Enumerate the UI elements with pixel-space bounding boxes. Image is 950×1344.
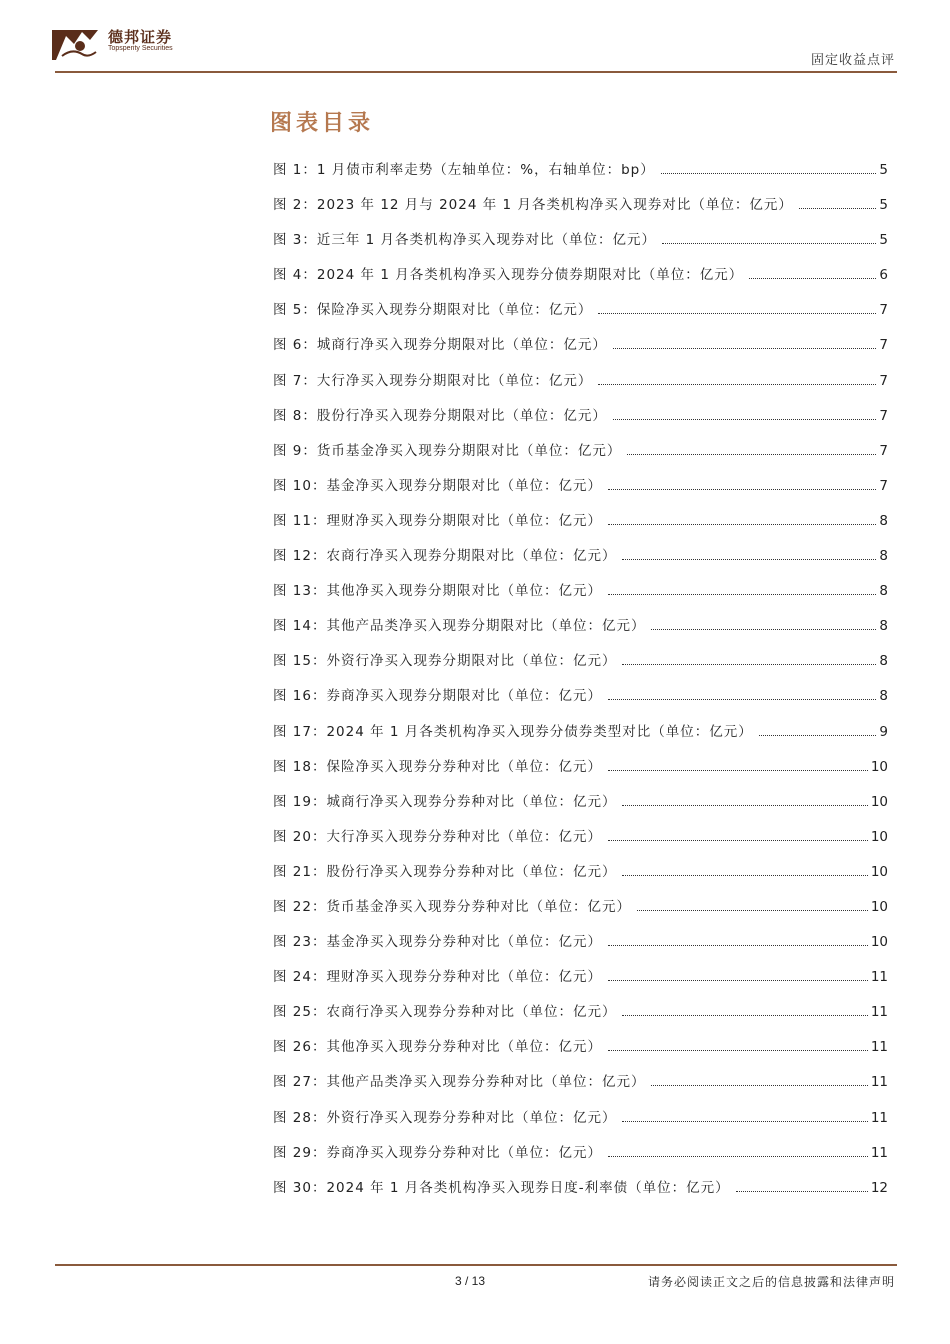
toc-entry[interactable] bbox=[273, 228, 888, 263]
toc-entry-page: 12 bbox=[870, 1179, 888, 1196]
toc-entry[interactable] bbox=[273, 369, 888, 404]
toc-entry-label: 图 29：券商净买入现券分券种对比（单位：亿元） bbox=[273, 1144, 602, 1161]
toc-entry-label: 图 15：外资行净买入现券分期限对比（单位：亿元） bbox=[273, 653, 617, 670]
toc-entry-page: 5 bbox=[879, 197, 888, 214]
toc-entry-page: 9 bbox=[879, 723, 888, 740]
toc-entry-label: 图 16：券商净买入现券分期限对比（单位：亿元） bbox=[273, 688, 602, 705]
toc-entry[interactable] bbox=[273, 860, 888, 895]
toc-entry[interactable] bbox=[273, 509, 888, 544]
toc-entry-page: 8 bbox=[879, 618, 888, 635]
toc-entry[interactable] bbox=[273, 1106, 888, 1141]
toc-leader-dots bbox=[651, 629, 876, 630]
toc-entry[interactable] bbox=[273, 614, 888, 649]
toc-entry-label: 图 28：外资行净买入现券分券种对比（单位：亿元） bbox=[273, 1109, 617, 1126]
toc-leader-dots bbox=[622, 559, 876, 560]
page-header bbox=[0, 0, 950, 75]
toc-entry-page: 11 bbox=[870, 969, 888, 986]
toc-entry-page: 10 bbox=[870, 758, 888, 775]
toc-entry[interactable] bbox=[273, 1141, 888, 1176]
toc-entry-page: 7 bbox=[879, 477, 888, 494]
toc-entry[interactable] bbox=[273, 474, 888, 509]
toc-entry-page: 10 bbox=[870, 898, 888, 915]
toc-leader-dots bbox=[608, 1050, 868, 1051]
toc-leader-dots bbox=[759, 735, 877, 736]
toc-leader-dots bbox=[622, 875, 867, 876]
toc-entry[interactable] bbox=[273, 1035, 888, 1070]
toc-entry[interactable] bbox=[273, 579, 888, 614]
toc-entry-page: 7 bbox=[879, 302, 888, 319]
toc-entry-label: 图 18：保险净买入现券分券种对比（单位：亿元） bbox=[273, 758, 602, 775]
toc-leader-dots bbox=[622, 664, 876, 665]
toc-entry-label: 图 27：其他产品类净买入现券分券种对比（单位：亿元） bbox=[273, 1074, 646, 1091]
toc-entry-label: 图 19：城商行净买入现券分券种对比（单位：亿元） bbox=[273, 793, 617, 810]
toc-leader-dots bbox=[608, 980, 868, 981]
toc-entry-label: 图 13：其他净买入现券分期限对比（单位：亿元） bbox=[273, 583, 602, 600]
toc-leader-dots bbox=[627, 454, 876, 455]
toc-leader-dots bbox=[608, 594, 876, 595]
brand-name-en: Topsperity Securities bbox=[108, 45, 173, 52]
toc-entry[interactable] bbox=[273, 825, 888, 860]
toc-leader-dots bbox=[613, 348, 877, 349]
toc-leader-dots bbox=[598, 313, 876, 314]
toc-entry-page: 10 bbox=[870, 793, 888, 810]
toc-entry[interactable] bbox=[273, 895, 888, 930]
toc-entry-page: 5 bbox=[879, 232, 888, 249]
toc-entry[interactable] bbox=[273, 193, 888, 228]
footer-disclaimer: 请务必阅读正文之后的信息披露和法律声明 bbox=[647, 1275, 895, 1289]
toc-entry-page: 8 bbox=[879, 583, 888, 600]
toc-entry-label: 图 17：2024 年 1 月各类机构净买入现券分债券类型对比（单位：亿元） bbox=[273, 723, 753, 740]
toc-entry[interactable] bbox=[273, 333, 888, 368]
toc-leader-dots bbox=[736, 1191, 868, 1192]
toc-entry-page: 11 bbox=[870, 1144, 888, 1161]
toc-entry[interactable] bbox=[273, 720, 888, 755]
toc-leader-dots bbox=[622, 1015, 867, 1016]
toc-entry-page: 7 bbox=[879, 337, 888, 354]
toc-entry-label: 图 6：城商行净买入现券分期限对比（单位：亿元） bbox=[273, 337, 607, 354]
toc-entry-label: 图 8：股份行净买入现券分期限对比（单位：亿元） bbox=[273, 407, 607, 424]
toc-entry-page: 8 bbox=[879, 653, 888, 670]
toc-title: 图表目录 bbox=[270, 110, 375, 136]
toc-leader-dots bbox=[622, 1121, 867, 1122]
toc-entry-page: 10 bbox=[870, 863, 888, 880]
toc-entry-page: 7 bbox=[879, 407, 888, 424]
toc-entry[interactable] bbox=[273, 930, 888, 965]
toc-entry-page: 11 bbox=[870, 1039, 888, 1056]
toc-entry[interactable] bbox=[273, 439, 888, 474]
toc-entry-page: 7 bbox=[879, 442, 888, 459]
toc-entry[interactable] bbox=[273, 1070, 888, 1105]
toc-entry-page: 10 bbox=[870, 828, 888, 845]
toc-entry-label: 图 23：基金净买入现券分券种对比（单位：亿元） bbox=[273, 934, 602, 951]
toc-entry[interactable] bbox=[273, 649, 888, 684]
toc-entry-page: 8 bbox=[879, 548, 888, 565]
toc-entry[interactable] bbox=[273, 965, 888, 1000]
toc-entry-label: 图 11：理财净买入现券分期限对比（单位：亿元） bbox=[273, 512, 602, 529]
toc-entry-label: 图 25：农商行净买入现券分券种对比（单位：亿元） bbox=[273, 1004, 617, 1021]
toc-entry-label: 图 24：理财净买入现券分券种对比（单位：亿元） bbox=[273, 969, 602, 986]
header-divider bbox=[55, 71, 897, 73]
toc-leader-dots bbox=[608, 770, 868, 771]
toc-entry-label: 图 5：保险净买入现券分期限对比（单位：亿元） bbox=[273, 302, 593, 319]
toc-entry-label: 图 4：2024 年 1 月各类机构净买入现券分债券期限对比（单位：亿元） bbox=[273, 267, 744, 284]
toc-entry-label: 图 2：2023 年 12 月与 2024 年 1 月各类机构净买入现券对比（单位：亿元） bbox=[273, 197, 793, 214]
toc-entry[interactable] bbox=[273, 298, 888, 333]
toc-entry-label: 图 14：其他产品类净买入现券分期限对比（单位：亿元） bbox=[273, 618, 646, 635]
toc-entry-page: 5 bbox=[879, 162, 888, 178]
toc-leader-dots bbox=[749, 278, 876, 279]
toc-entry-label: 图 3：近三年 1 月各类机构净买入现券对比（单位：亿元） bbox=[273, 232, 657, 249]
toc-leader-dots bbox=[608, 524, 876, 525]
toc-entry[interactable] bbox=[273, 1000, 888, 1035]
toc-entry-label: 图 21：股份行净买入现券分券种对比（单位：亿元） bbox=[273, 863, 617, 880]
toc-entry-page: 7 bbox=[879, 372, 888, 389]
toc-entry[interactable] bbox=[273, 684, 888, 719]
toc-leader-dots bbox=[622, 805, 867, 806]
toc-leader-dots bbox=[608, 945, 868, 946]
toc-entry[interactable] bbox=[273, 790, 888, 825]
toc-leader-dots bbox=[799, 208, 877, 209]
toc-entry-label: 图 1：1 月债市利率走势（左轴单位：%，右轴单位：bp） bbox=[273, 162, 655, 178]
toc-entry[interactable] bbox=[273, 544, 888, 579]
toc-entry[interactable] bbox=[273, 404, 888, 439]
toc-entry-label: 图 26：其他净买入现券分券种对比（单位：亿元） bbox=[273, 1039, 602, 1056]
toc-entry[interactable] bbox=[273, 755, 888, 790]
brand-name-cn: 德邦证券 bbox=[108, 28, 173, 46]
toc-entry[interactable] bbox=[273, 158, 888, 193]
toc-entry-page: 10 bbox=[870, 934, 888, 951]
toc-entry-label: 图 20：大行净买入现券分券种对比（单位：亿元） bbox=[273, 828, 602, 845]
footer-divider bbox=[55, 1264, 897, 1266]
toc-leader-dots bbox=[608, 1156, 868, 1157]
toc-list bbox=[273, 158, 888, 1211]
toc-entry-page: 8 bbox=[879, 688, 888, 705]
toc-entry-page: 11 bbox=[870, 1109, 888, 1126]
toc-leader-dots bbox=[613, 419, 877, 420]
toc-entry-page: 6 bbox=[879, 267, 888, 284]
toc-leader-dots bbox=[608, 489, 876, 490]
toc-leader-dots bbox=[637, 910, 868, 911]
toc-leader-dots bbox=[651, 1085, 867, 1086]
toc-entry[interactable] bbox=[273, 1176, 888, 1211]
toc-leader-dots bbox=[662, 243, 876, 244]
toc-leader-dots bbox=[608, 840, 868, 841]
toc-entry-label: 图 10：基金净买入现券分期限对比（单位：亿元） bbox=[273, 477, 602, 494]
toc-leader-dots bbox=[608, 699, 876, 700]
toc-entry-label: 图 7：大行净买入现券分期限对比（单位：亿元） bbox=[273, 372, 593, 389]
page-number: 3 / 13 bbox=[455, 1274, 486, 1288]
toc-entry-label: 图 22：货币基金净买入现券分券种对比（单位：亿元） bbox=[273, 898, 631, 915]
toc-leader-dots bbox=[661, 173, 877, 174]
company-logo-icon bbox=[52, 22, 102, 62]
toc-leader-dots bbox=[598, 384, 876, 385]
toc-entry-label: 图 9：货币基金净买入现券分期限对比（单位：亿元） bbox=[273, 442, 622, 459]
toc-entry-label: 图 12：农商行净买入现券分期限对比（单位：亿元） bbox=[273, 548, 617, 565]
section-label: 固定收益点评 bbox=[810, 53, 895, 68]
toc-entry-page: 11 bbox=[870, 1074, 888, 1091]
toc-entry-page: 8 bbox=[879, 512, 888, 529]
toc-entry[interactable] bbox=[273, 263, 888, 298]
toc-entry-page: 11 bbox=[870, 1004, 888, 1021]
toc-entry-label: 图 30：2024 年 1 月各类机构净买入现券日度-利率债（单位：亿元） bbox=[273, 1179, 730, 1196]
